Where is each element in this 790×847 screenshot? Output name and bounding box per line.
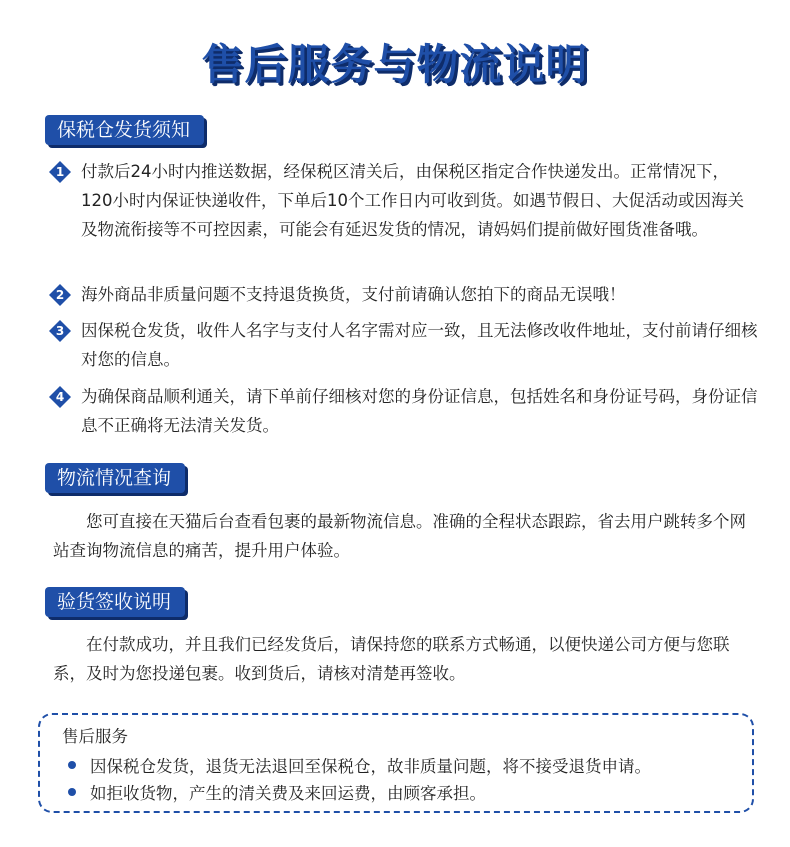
bullet-text: 因保税仓发货，退货无法退回至保税仓，故非质量问题，将不接受退货申请。	[90, 757, 651, 776]
section-header-logistics: 物流情况查询	[45, 463, 185, 493]
bullet-icon	[68, 788, 76, 796]
item-text: 因保税仓发货，收件人名字与支付人名字需对应一致，且无法修改收件地址，支付前请仔细核对您的信息。	[81, 321, 758, 369]
list-item	[48, 280, 760, 309]
item-text: 付款后24小时内推送数据，经保税区清关后，由保税区指定合作快递发出。正常情况下，120小时内保证快递收件，下单后10个工作日内可收到货。如遇节假日、大促活动或因海关及物流衔接等不可控因素，可能会有延迟发货的情况，请妈妈们提前做好囤货准备哦。	[81, 162, 744, 239]
item-text: 海外商品非质量问题不支持退货换货，支付前请确认您拍下的商品无误哦！	[81, 285, 626, 304]
list-item	[48, 157, 760, 244]
number-badge-icon: 2	[48, 283, 72, 307]
list-item	[68, 753, 651, 777]
logistics-text: 您可直接在天猫后台查看包裹的最新物流信息。准确的全程状态跟踪，省去用户跳转多个网站查询物流信息的痛苦，提升用户体验。	[53, 512, 746, 560]
number-badge-icon: 1	[48, 160, 72, 184]
after-sales-box	[38, 713, 754, 813]
number-badge-icon: 4	[48, 385, 72, 409]
number-badge-icon: 3	[48, 319, 72, 343]
section-header-inspection: 验货签收说明	[45, 587, 185, 617]
bullet-text: 如拒收货物，产生的清关费及来回运费，由顾客承担。	[90, 784, 486, 803]
page-title: 售后服务与物流说明	[201, 40, 589, 89]
list-item	[48, 316, 760, 374]
bullet-icon	[68, 761, 76, 769]
after-sales-title: 售后服务	[62, 727, 128, 746]
section-header-bonded: 保税仓发货须知	[45, 115, 204, 145]
inspection-text: 在付款成功，并且我们已经发货后，请保持您的联系方式畅通，以便快递公司方便与您联系，及时为您投递包裹。收到货后，请核对清楚再签收。	[53, 635, 730, 683]
list-item	[48, 382, 760, 440]
item-text: 为确保商品顺利通关，请下单前仔细核对您的身份证信息，包括姓名和身份证号码，身份证信息不正确将无法清关发货。	[81, 387, 758, 435]
list-item	[68, 780, 486, 804]
